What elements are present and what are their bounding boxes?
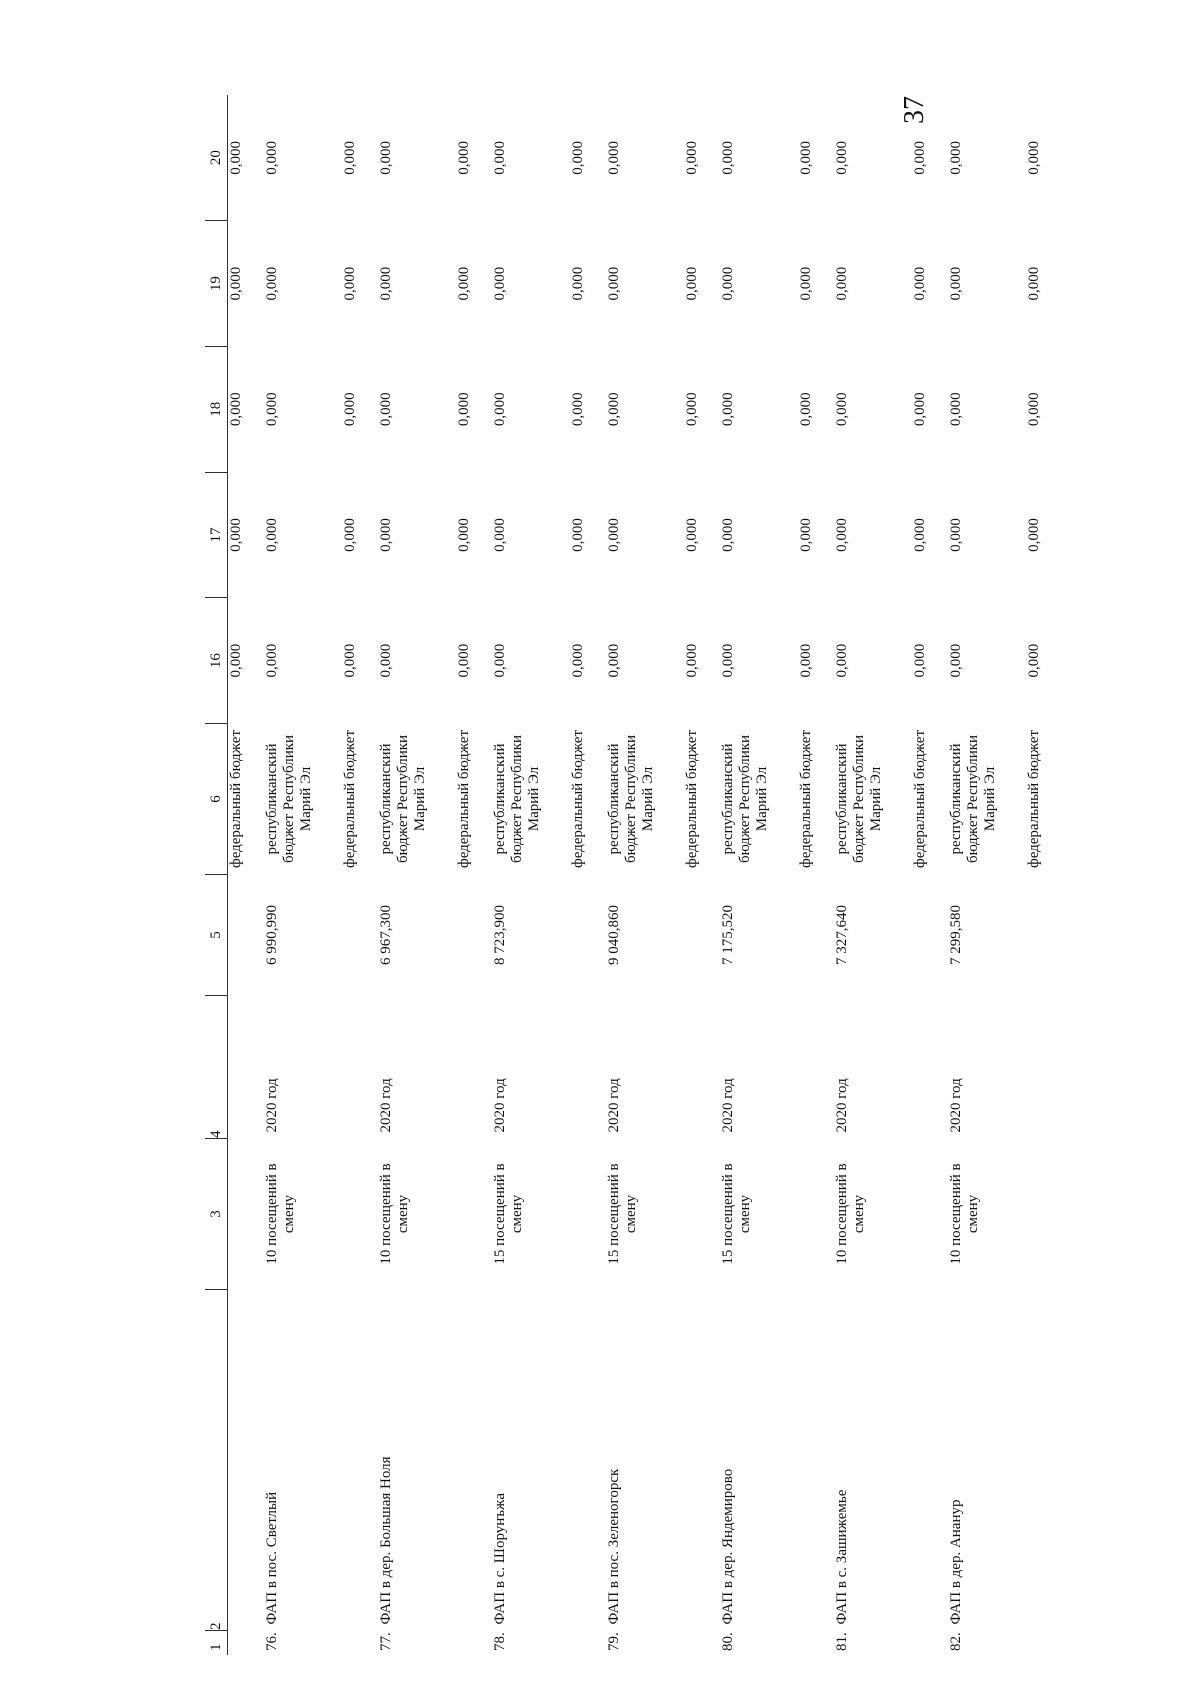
row-number: 76.: [264, 1632, 280, 1651]
row-number: [456, 1631, 492, 1656]
row-number: 77.: [378, 1632, 394, 1651]
budget-value: 0,000: [798, 643, 814, 678]
budget-value: 0,000: [342, 518, 358, 552]
budget-value: 0,000: [912, 266, 928, 301]
budget-value: 0,000: [948, 266, 964, 301]
budget-value: 0,000: [834, 392, 850, 427]
cost: [798, 875, 834, 996]
year: 2020 год: [720, 1078, 736, 1133]
budget-value: 0,000: [720, 392, 736, 427]
cost: 7 175,520: [720, 905, 736, 965]
budget-value: 0,000: [342, 392, 358, 427]
year: 2020 год: [948, 1078, 964, 1133]
cost: [570, 875, 606, 996]
cost: 6 967,300: [378, 905, 394, 965]
budget-value: 0,000: [1026, 266, 1042, 301]
table-body: [228, 95, 1063, 1655]
page-number: 37: [899, 96, 930, 124]
budget-value: 0,000: [948, 392, 964, 427]
table-row: [798, 95, 834, 1655]
facility-name: [912, 1290, 948, 1631]
funding-source: федеральный бюджет: [798, 729, 814, 869]
budget-value: 0,000: [912, 392, 928, 427]
capacity: [570, 1139, 606, 1290]
budget-value: 0,000: [342, 643, 358, 678]
col-header-17: 17: [205, 472, 228, 598]
budget-value: 0,000: [570, 518, 586, 552]
budget-value: 0,000: [264, 518, 280, 552]
budget-value: 0,000: [264, 141, 280, 175]
capacity: 15 посещений в смену: [492, 1163, 525, 1265]
row-number: [342, 1631, 378, 1656]
capacity: 10 посещений в смену: [378, 1163, 411, 1265]
row-number: [912, 1631, 948, 1656]
funding-source: республиканский бюджет Республики Марий Эл: [492, 734, 542, 864]
budget-value: 0,000: [834, 643, 850, 678]
budget-value: 0,000: [264, 266, 280, 301]
year: [570, 996, 606, 1139]
table-row: [1026, 95, 1062, 1655]
budget-value: 0,000: [606, 518, 622, 552]
budget-value: 0,000: [606, 392, 622, 427]
cost: [456, 875, 492, 996]
col-header-19: 19: [205, 221, 228, 347]
budget-table: [205, 95, 1062, 1655]
funding-source: республиканский бюджет Республики Марий Эл: [720, 734, 770, 864]
table-row: [456, 95, 492, 1655]
year: [912, 996, 948, 1139]
row-number: 80.: [720, 1632, 736, 1651]
budget-value: 0,000: [834, 266, 850, 301]
funding-source: федеральный бюджет: [342, 729, 358, 869]
funding-source: федеральный бюджет: [456, 729, 472, 869]
facility-name: [228, 1290, 265, 1631]
year: [456, 996, 492, 1139]
facility-name: ФАП в дер. Яндемирово: [720, 1468, 736, 1625]
capacity: 15 посещений в смену: [720, 1163, 753, 1265]
budget-value: 0,000: [570, 392, 586, 427]
year: [684, 996, 720, 1139]
budget-value: 0,000: [948, 643, 964, 678]
col-header-20: 20: [205, 95, 228, 221]
cost: [1026, 875, 1062, 996]
year: 2020 год: [492, 1078, 508, 1133]
capacity: 10 посещений в смену: [264, 1163, 297, 1265]
budget-value: 0,000: [684, 392, 700, 427]
funding-source: федеральный бюджет: [228, 729, 244, 869]
budget-value: 0,000: [912, 141, 928, 175]
cost: [228, 875, 265, 996]
budget-value: 0,000: [684, 643, 700, 678]
year: 2020 год: [264, 1078, 280, 1133]
budget-value: 0,000: [570, 141, 586, 175]
row-number: 82.: [948, 1632, 964, 1651]
capacity: [342, 1139, 378, 1290]
table-row: [378, 95, 456, 1655]
facility-name: ФАП в дер. Большая Ноля: [378, 1456, 394, 1625]
budget-value: 0,000: [948, 141, 964, 175]
table-row: [342, 95, 378, 1655]
budget-value: 0,000: [378, 643, 394, 678]
cost: [342, 875, 378, 996]
funding-source: федеральный бюджет: [1026, 729, 1042, 869]
budget-value: 0,000: [228, 266, 244, 301]
table-row: [948, 95, 1026, 1655]
row-number: 81.: [834, 1632, 850, 1651]
row-number: [570, 1631, 606, 1656]
budget-value: 0,000: [834, 141, 850, 175]
year: [1026, 996, 1062, 1139]
capacity: [228, 1139, 265, 1290]
year: 2020 год: [378, 1078, 394, 1133]
year: [228, 996, 265, 1139]
budget-value: 0,000: [456, 643, 472, 678]
budget-value: 0,000: [378, 392, 394, 427]
capacity: [1026, 1139, 1062, 1290]
budget-value: 0,000: [684, 141, 700, 175]
budget-value: 0,000: [1026, 141, 1042, 175]
budget-value: 0,000: [456, 392, 472, 427]
budget-value: 0,000: [456, 266, 472, 301]
cost: 7 299,580: [948, 905, 964, 965]
budget-value: 0,000: [342, 141, 358, 175]
row-number: [798, 1631, 834, 1656]
budget-value: 0,000: [1026, 643, 1042, 678]
budget-value: 0,000: [456, 518, 472, 552]
capacity: 10 посещений в смену: [948, 1163, 981, 1265]
cost: 7 327,640: [834, 905, 850, 965]
facility-name: ФАП в с. Шорунъжа: [492, 1492, 508, 1625]
budget-value: 0,000: [798, 266, 814, 301]
budget-value: 0,000: [492, 643, 508, 678]
capacity: 10 посещений в смену: [834, 1163, 867, 1265]
funding-source: федеральный бюджет: [684, 729, 700, 869]
cost: [912, 875, 948, 996]
funding-source: республиканский бюджет Республики Марий Эл: [834, 734, 884, 864]
table-header: [205, 95, 228, 1655]
table-row: [684, 95, 720, 1655]
budget-value: 0,000: [264, 392, 280, 427]
table-row: [834, 95, 912, 1655]
budget-value: 0,000: [492, 518, 508, 552]
table-row: [228, 95, 265, 1655]
capacity: 15 посещений в смену: [606, 1163, 639, 1265]
budget-value: 0,000: [1026, 518, 1042, 552]
budget-value: 0,000: [492, 266, 508, 301]
budget-value: 0,000: [228, 643, 244, 678]
capacity: [456, 1139, 492, 1290]
col-header-6: 6: [205, 724, 228, 875]
budget-value: 0,000: [606, 266, 622, 301]
budget-value: 0,000: [378, 141, 394, 175]
col-header-2: 2: [205, 1290, 228, 1631]
budget-value: 0,000: [228, 392, 244, 427]
budget-value: 0,000: [378, 266, 394, 301]
budget-value: 0,000: [1026, 392, 1042, 427]
budget-value: 0,000: [720, 518, 736, 552]
capacity: [684, 1139, 720, 1290]
budget-value: 0,000: [492, 141, 508, 175]
budget-value: 0,000: [834, 518, 850, 552]
funding-source: федеральный бюджет: [912, 729, 928, 869]
budget-value: 0,000: [720, 141, 736, 175]
table-row: [264, 95, 342, 1655]
facility-name: ФАП в дер. Ананур: [948, 1499, 964, 1625]
cost: [684, 875, 720, 996]
cost: 9 040,860: [606, 905, 622, 965]
budget-value: 0,000: [684, 266, 700, 301]
funding-source: республиканский бюджет Республики Марий Эл: [378, 734, 428, 864]
budget-value: 0,000: [570, 643, 586, 678]
table-row: [570, 95, 606, 1655]
year: [798, 996, 834, 1139]
budget-value: 0,000: [798, 518, 814, 552]
funding-source: республиканский бюджет Республики Марий Эл: [948, 734, 998, 864]
budget-value: 0,000: [606, 643, 622, 678]
budget-value: 0,000: [342, 266, 358, 301]
capacity: [798, 1139, 834, 1290]
year: [342, 996, 378, 1139]
budget-value: 0,000: [798, 141, 814, 175]
cost: 8 723,900: [492, 905, 508, 965]
budget-value: 0,000: [912, 518, 928, 552]
row-number: [684, 1631, 720, 1656]
facility-name: ФАП в пос. Зеленогорск: [606, 1468, 622, 1625]
row-number: [228, 1631, 265, 1656]
col-header-5: 5: [205, 875, 228, 996]
budget-value: 0,000: [720, 266, 736, 301]
budget-value: 0,000: [228, 141, 244, 175]
budget-value: 0,000: [456, 141, 472, 175]
cost: 6 990,990: [264, 905, 280, 965]
facility-name: [684, 1290, 720, 1631]
budget-value: 0,000: [912, 643, 928, 678]
rotated-table-wrapper: [205, 95, 1185, 1655]
year: 2020 год: [606, 1078, 622, 1133]
funding-source: республиканский бюджет Республики Марий Эл: [264, 734, 314, 864]
row-number: 79.: [606, 1632, 622, 1651]
budget-value: 0,000: [606, 141, 622, 175]
budget-value: 0,000: [570, 266, 586, 301]
budget-value: 0,000: [684, 518, 700, 552]
budget-value: 0,000: [264, 643, 280, 678]
row-number: [1026, 1631, 1062, 1656]
col-header-3: 3: [205, 1139, 228, 1290]
budget-value: 0,000: [378, 518, 394, 552]
budget-value: 0,000: [228, 518, 244, 552]
facility-name: [1026, 1290, 1062, 1631]
funding-source: федеральный бюджет: [570, 729, 586, 869]
facility-name: ФАП в с. Зашижемье: [834, 1489, 850, 1625]
funding-source: республиканский бюджет Республики Марий Эл: [606, 734, 656, 864]
table-row: [912, 95, 948, 1655]
budget-value: 0,000: [720, 643, 736, 678]
facility-name: [570, 1290, 606, 1631]
facility-name: [456, 1290, 492, 1631]
budget-value: 0,000: [798, 392, 814, 427]
row-number: 78.: [492, 1632, 508, 1651]
table-row: [720, 95, 798, 1655]
budget-value: 0,000: [492, 392, 508, 427]
facility-name: ФАП в пос. Светлый: [264, 1491, 280, 1625]
table-row: [492, 95, 570, 1655]
year: 2020 год: [834, 1078, 850, 1133]
capacity: [912, 1139, 948, 1290]
budget-value: 0,000: [948, 518, 964, 552]
col-header-18: 18: [205, 346, 228, 472]
col-header-1: 1: [205, 1631, 228, 1656]
column-number-row: [205, 95, 228, 1655]
col-header-16: 16: [205, 598, 228, 724]
facility-name: [342, 1290, 378, 1631]
col-header-4: 4: [205, 996, 228, 1139]
facility-name: [798, 1290, 834, 1631]
table-row: [606, 95, 684, 1655]
